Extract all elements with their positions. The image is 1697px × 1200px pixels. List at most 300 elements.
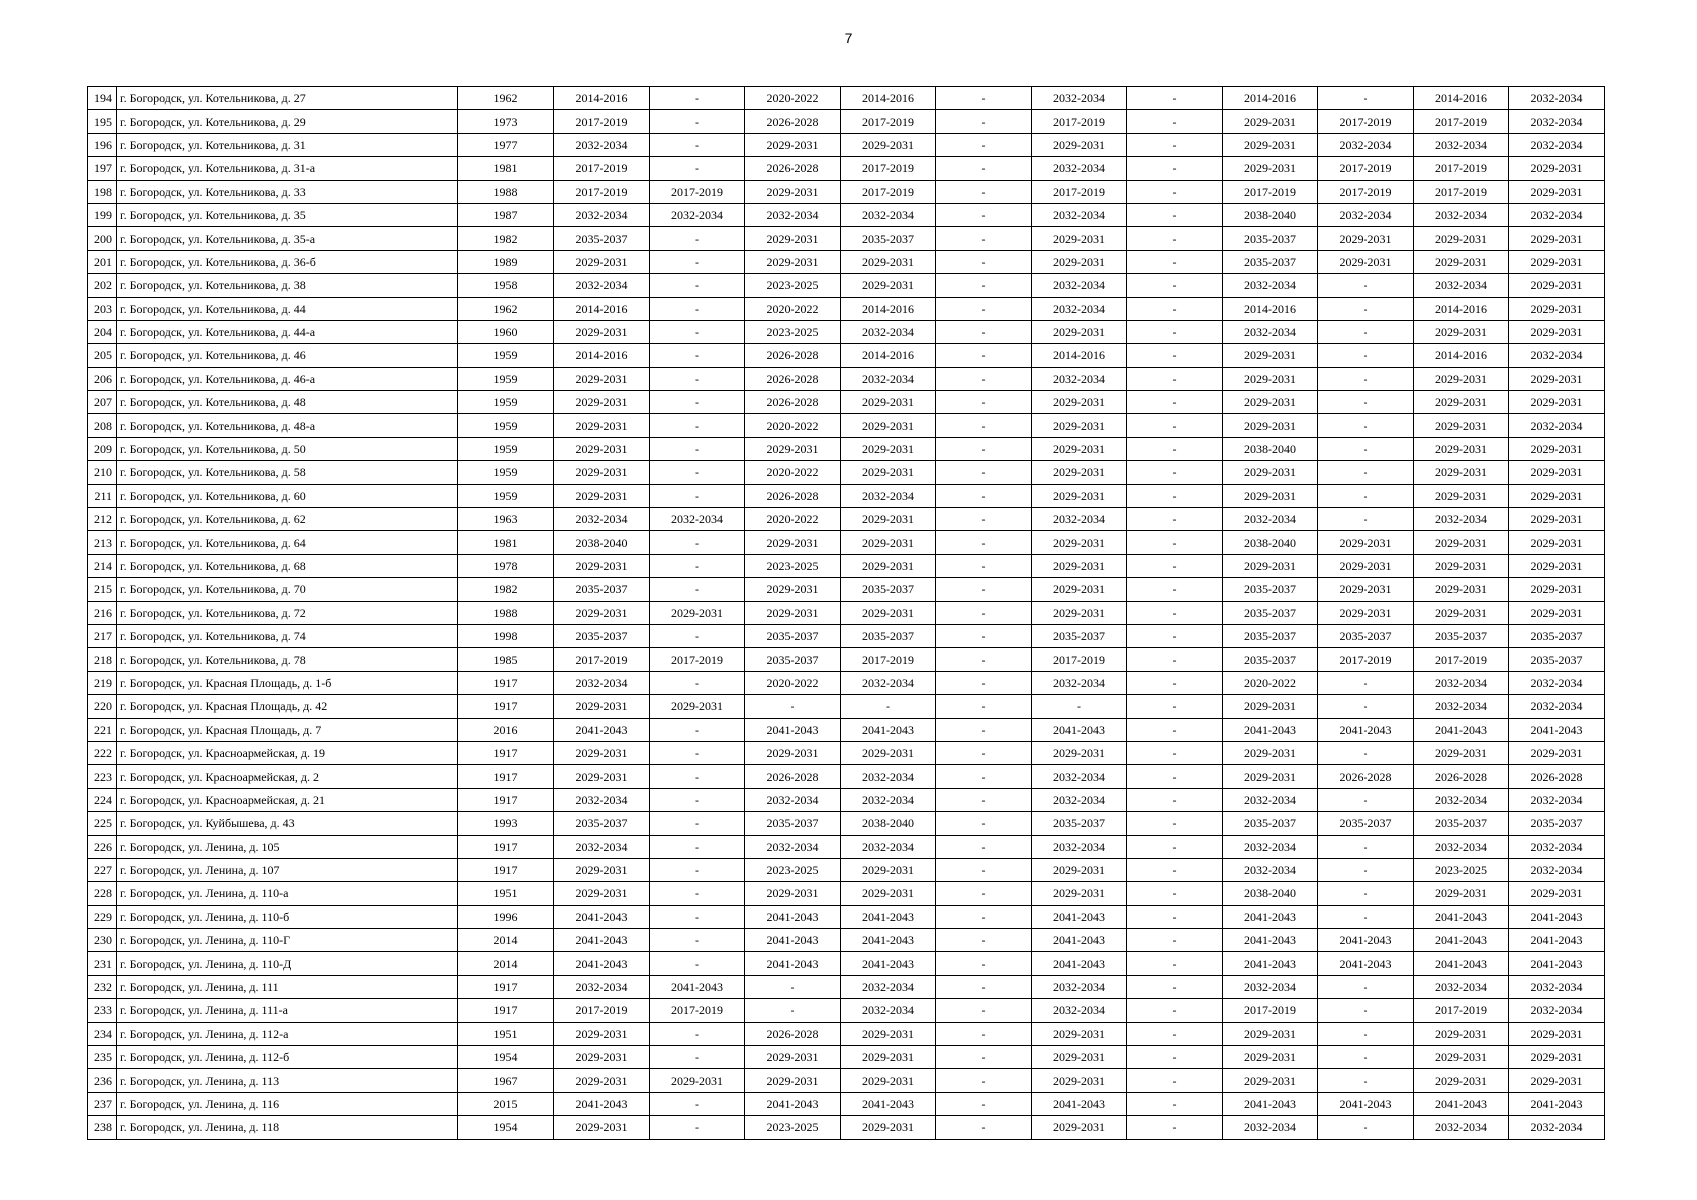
repair-period-cell: - [1127,765,1223,788]
repair-period-cell: 2014-2016 [1223,297,1318,320]
repair-period-cell: - [936,858,1032,881]
repair-period-cell: 2029-2031 [1509,297,1605,320]
repair-period-cell: 2032-2034 [1032,835,1127,858]
repair-period-cell: 2029-2031 [841,250,936,273]
year-built-cell: 2014 [458,929,554,952]
repair-period-cell: 2029-2031 [1223,110,1318,133]
repair-period-cell: 2029-2031 [1032,250,1127,273]
repair-period-cell: - [650,227,745,250]
repair-period-cell: - [1318,671,1414,694]
row-number-cell: 205 [88,344,117,367]
year-built-cell: 1989 [458,250,554,273]
repair-period-cell: - [936,1092,1032,1115]
row-number-cell: 234 [88,1022,117,1045]
repair-period-cell: 2032-2034 [1032,975,1127,998]
repair-period-cell: 2041-2043 [1414,952,1509,975]
repair-period-cell: 2026-2028 [745,484,841,507]
repair-period-cell: 2029-2031 [841,882,936,905]
repair-period-cell: 2023-2025 [745,320,841,343]
address-cell: г. Богородск, ул. Котельникова, д. 48 [117,391,458,414]
repair-period-cell: 2041-2043 [1414,905,1509,928]
repair-period-cell: 2029-2031 [1414,461,1509,484]
repair-period-cell: 2029-2031 [1318,227,1414,250]
repair-period-cell: - [1127,1022,1223,1045]
repair-period-cell: - [650,391,745,414]
repair-period-cell: - [650,414,745,437]
repair-period-cell: 2032-2034 [1509,695,1605,718]
repair-period-cell: 2029-2031 [554,1046,650,1069]
repair-period-cell: 2026-2028 [1318,765,1414,788]
address-cell: г. Богородск, ул. Ленина, д. 110-а [117,882,458,905]
repair-period-cell: 2032-2034 [1223,274,1318,297]
year-built-cell: 1917 [458,975,554,998]
repair-period-cell: 2032-2034 [554,203,650,226]
row-number-cell: 198 [88,180,117,203]
repair-period-cell: 2041-2043 [1223,952,1318,975]
repair-period-cell: - [936,578,1032,601]
table-row [88,835,1605,858]
repair-period-cell: 2017-2019 [1318,157,1414,180]
repair-period-cell: - [1127,484,1223,507]
repair-period-cell: 2029-2031 [1223,344,1318,367]
repair-period-cell: 2029-2031 [1509,320,1605,343]
repair-period-cell: - [936,1116,1032,1139]
repair-period-cell: - [650,858,745,881]
repair-period-cell: 2017-2019 [554,180,650,203]
repair-period-cell: 2038-2040 [1223,203,1318,226]
repair-period-cell: - [1318,391,1414,414]
repair-period-cell: - [936,157,1032,180]
repair-period-cell: - [1127,344,1223,367]
repair-period-cell: - [1318,461,1414,484]
address-cell: г. Богородск, ул. Котельникова, д. 27 [117,87,458,110]
repair-period-cell: 2041-2043 [1414,1092,1509,1115]
repair-period-cell: 2041-2043 [745,905,841,928]
repair-period-cell: - [650,741,745,764]
repair-period-cell: 2029-2031 [745,741,841,764]
repair-period-cell: 2014-2016 [554,297,650,320]
year-built-cell: 1917 [458,695,554,718]
repair-period-cell: - [1318,882,1414,905]
repair-period-cell: 2029-2031 [1509,391,1605,414]
repair-period-cell: 2014-2016 [554,344,650,367]
repair-period-cell: 2029-2031 [1414,554,1509,577]
repair-period-cell: 2017-2019 [1414,157,1509,180]
repair-period-cell: 2032-2034 [554,788,650,811]
repair-period-cell: 2032-2034 [841,999,936,1022]
address-cell: г. Богородск, ул. Котельникова, д. 64 [117,531,458,554]
year-built-cell: 1981 [458,157,554,180]
repair-period-cell: - [745,695,841,718]
repair-period-cell: 2038-2040 [554,531,650,554]
repair-period-cell: 2023-2025 [745,1116,841,1139]
repair-period-cell: 2029-2031 [1509,1069,1605,1092]
repair-period-cell: 2029-2031 [1223,765,1318,788]
table-row [88,718,1605,741]
row-number-cell: 219 [88,671,117,694]
table-row [88,508,1605,531]
address-cell: г. Богородск, ул. Ленина, д. 113 [117,1069,458,1092]
year-built-cell: 1959 [458,391,554,414]
repair-period-cell: 2029-2031 [1032,414,1127,437]
repair-period-cell: 2017-2019 [1223,180,1318,203]
row-number-cell: 236 [88,1069,117,1092]
repair-period-cell: 2032-2034 [1509,133,1605,156]
repair-period-cell: 2017-2019 [1318,648,1414,671]
repair-period-cell: - [1127,929,1223,952]
repair-period-cell: 2029-2031 [1032,882,1127,905]
repair-period-cell: 2029-2031 [1509,250,1605,273]
year-built-cell: 1959 [458,484,554,507]
address-cell: г. Богородск, ул. Котельникова, д. 29 [117,110,458,133]
repair-period-cell: - [650,461,745,484]
repair-period-cell: 2035-2037 [745,812,841,835]
repair-period-cell: 2032-2034 [1414,274,1509,297]
repair-period-cell: - [1127,250,1223,273]
year-built-cell: 1917 [458,741,554,764]
repair-period-cell: 2032-2034 [1032,87,1127,110]
repair-period-cell: - [1127,1069,1223,1092]
repair-period-cell: 2029-2031 [1032,320,1127,343]
repair-period-cell: 2029-2031 [745,601,841,624]
year-built-cell: 1917 [458,788,554,811]
table-row [88,227,1605,250]
repair-period-cell: 2029-2031 [745,531,841,554]
repair-period-cell: 2032-2034 [841,671,936,694]
repair-period-cell: 2029-2031 [554,1022,650,1045]
repair-period-cell: - [1127,671,1223,694]
table-row [88,788,1605,811]
repair-period-cell: - [1127,367,1223,390]
table-row [88,203,1605,226]
repair-period-cell: 2035-2037 [554,227,650,250]
repair-period-cell: - [650,718,745,741]
row-number-cell: 204 [88,320,117,343]
repair-period-cell: 2029-2031 [554,250,650,273]
repair-period-cell: 2029-2031 [1509,1046,1605,1069]
repair-period-cell: 2041-2043 [554,929,650,952]
address-cell: г. Богородск, ул. Котельникова, д. 60 [117,484,458,507]
repair-period-cell: - [1318,695,1414,718]
repair-period-cell: 2029-2031 [1509,484,1605,507]
repair-period-cell: 2032-2034 [554,975,650,998]
repair-period-cell: - [936,87,1032,110]
year-built-cell: 1917 [458,858,554,881]
repair-period-cell: 2032-2034 [1032,508,1127,531]
repair-period-cell: 2017-2019 [650,648,745,671]
repair-period-cell: 2029-2031 [1223,391,1318,414]
repair-period-cell: 2029-2031 [1032,1116,1127,1139]
repair-period-cell: - [936,344,1032,367]
repair-period-cell: - [650,554,745,577]
repair-period-cell: - [1318,414,1414,437]
repair-period-cell: 2029-2031 [841,1069,936,1092]
repair-period-cell: 2014-2016 [1414,297,1509,320]
repair-period-cell: 2032-2034 [1509,344,1605,367]
address-cell: г. Богородск, ул. Котельникова, д. 74 [117,624,458,647]
repair-period-cell: - [1127,110,1223,133]
repair-period-cell: 2032-2034 [745,835,841,858]
year-built-cell: 1962 [458,87,554,110]
repair-period-cell: - [936,297,1032,320]
row-number-cell: 211 [88,484,117,507]
repair-period-cell: 2014-2016 [841,297,936,320]
repair-period-cell: 2032-2034 [1032,367,1127,390]
repair-period-cell: 2029-2031 [1032,437,1127,460]
repair-period-cell: 2029-2031 [841,274,936,297]
repair-period-cell: 2032-2034 [554,508,650,531]
table-row [88,858,1605,881]
repair-period-cell: 2029-2031 [1223,157,1318,180]
repair-period-cell: 2035-2037 [1509,624,1605,647]
year-built-cell: 1988 [458,180,554,203]
repair-period-cell: - [936,1069,1032,1092]
repair-period-cell: - [1127,882,1223,905]
address-cell: г. Богородск, ул. Ленина, д. 110-Г [117,929,458,952]
repair-period-cell: 2032-2034 [841,835,936,858]
repair-period-cell: - [936,320,1032,343]
repair-period-cell: 2029-2031 [1509,601,1605,624]
repair-period-cell: 2029-2031 [1509,531,1605,554]
table-row [88,531,1605,554]
repair-period-cell: - [1127,1046,1223,1069]
table-row [88,765,1605,788]
repair-period-cell: 2041-2043 [1032,1092,1127,1115]
address-cell: г. Богородск, ул. Красная Площадь, д. 42 [117,695,458,718]
repair-period-cell: 2032-2034 [1223,858,1318,881]
repair-period-cell: 2029-2031 [745,578,841,601]
row-number-cell: 221 [88,718,117,741]
repair-period-cell: 2029-2031 [1318,531,1414,554]
table-row [88,133,1605,156]
repair-period-cell: - [1318,87,1414,110]
year-built-cell: 1985 [458,648,554,671]
repair-period-cell: - [650,157,745,180]
address-cell: г. Богородск, ул. Котельникова, д. 72 [117,601,458,624]
repair-period-cell: 2032-2034 [1414,508,1509,531]
repair-period-cell: 2017-2019 [1318,110,1414,133]
repair-period-cell: - [650,929,745,952]
repair-period-cell: - [1127,718,1223,741]
repair-period-cell: 2029-2031 [1509,578,1605,601]
repair-period-cell: - [1127,203,1223,226]
repair-period-cell: - [936,1046,1032,1069]
repair-period-cell: 2020-2022 [745,671,841,694]
repair-period-cell: - [936,391,1032,414]
repair-period-cell: - [650,1092,745,1115]
repair-period-cell: - [1318,320,1414,343]
address-cell: г. Богородск, ул. Котельникова, д. 78 [117,648,458,671]
year-built-cell: 1917 [458,671,554,694]
repair-period-cell: - [936,812,1032,835]
repair-period-cell: 2029-2031 [554,484,650,507]
repair-period-cell: 2029-2031 [1414,484,1509,507]
repair-period-cell: 2029-2031 [841,531,936,554]
repair-period-cell: 2032-2034 [1414,835,1509,858]
address-cell: г. Богородск, ул. Котельникова, д. 46-а [117,367,458,390]
repair-period-cell: 2041-2043 [1414,929,1509,952]
repair-period-cell: - [936,414,1032,437]
repair-period-cell: 2029-2031 [1509,157,1605,180]
repair-period-cell: - [936,250,1032,273]
repair-period-cell: 2029-2031 [841,461,936,484]
repair-period-cell: - [1127,437,1223,460]
row-number-cell: 220 [88,695,117,718]
year-built-cell: 1988 [458,601,554,624]
row-number-cell: 199 [88,203,117,226]
repair-period-cell: 2020-2022 [745,87,841,110]
address-cell: г. Богородск, ул. Ленина, д. 112-б [117,1046,458,1069]
repair-period-cell: 2041-2043 [841,905,936,928]
repair-period-cell: 2032-2034 [1032,788,1127,811]
repair-period-cell: 2029-2031 [841,1116,936,1139]
repair-period-cell: 2029-2031 [1032,858,1127,881]
repair-period-cell: 2017-2019 [841,648,936,671]
capital-repair-schedule-table [87,86,1605,1140]
repair-period-cell: - [936,882,1032,905]
repair-period-cell: 2041-2043 [554,718,650,741]
repair-period-cell: 2017-2019 [1032,110,1127,133]
repair-period-cell: 2038-2040 [1223,437,1318,460]
repair-period-cell: - [650,952,745,975]
address-cell: г. Богородск, ул. Красная Площадь, д. 7 [117,718,458,741]
repair-period-cell: - [936,695,1032,718]
table-row [88,929,1605,952]
repair-period-cell: - [936,531,1032,554]
row-number-cell: 233 [88,999,117,1022]
repair-period-cell: 2029-2031 [1509,227,1605,250]
table-row [88,695,1605,718]
repair-period-cell: - [936,718,1032,741]
repair-period-cell: 2029-2031 [1032,461,1127,484]
row-number-cell: 238 [88,1116,117,1139]
repair-period-cell: 2041-2043 [1318,952,1414,975]
repair-period-cell: 2029-2031 [1414,601,1509,624]
repair-period-cell: 2032-2034 [1223,508,1318,531]
address-cell: г. Богородск, ул. Ленина, д. 111 [117,975,458,998]
table-row [88,1069,1605,1092]
address-cell: г. Богородск, ул. Куйбышева, д. 43 [117,812,458,835]
repair-period-cell: 2029-2031 [1223,367,1318,390]
repair-period-cell: 2026-2028 [745,344,841,367]
year-built-cell: 2015 [458,1092,554,1115]
year-built-cell: 1954 [458,1046,554,1069]
repair-period-cell: 2032-2034 [841,320,936,343]
repair-period-cell: - [936,203,1032,226]
repair-period-cell: 2029-2031 [650,601,745,624]
repair-period-cell: 2029-2031 [1032,484,1127,507]
repair-period-cell: 2032-2034 [1032,274,1127,297]
row-number-cell: 203 [88,297,117,320]
year-built-cell: 1967 [458,1069,554,1092]
repair-period-cell: 2029-2031 [554,858,650,881]
address-cell: г. Богородск, ул. Котельникова, д. 36-б [117,250,458,273]
repair-period-cell: 2041-2043 [745,718,841,741]
repair-period-cell: - [1127,741,1223,764]
repair-period-cell: 2032-2034 [554,274,650,297]
repair-period-cell: 2026-2028 [745,391,841,414]
repair-period-cell: - [1318,975,1414,998]
repair-period-cell: 2032-2034 [554,133,650,156]
year-built-cell: 1959 [458,414,554,437]
repair-period-cell: 2032-2034 [1509,414,1605,437]
repair-period-cell: 2029-2031 [554,320,650,343]
table-row [88,297,1605,320]
row-number-cell: 196 [88,133,117,156]
repair-period-cell: 2041-2043 [745,952,841,975]
repair-period-cell: 2017-2019 [650,180,745,203]
repair-period-cell: 2017-2019 [554,110,650,133]
repair-period-cell: - [650,344,745,367]
repair-period-cell: 2032-2034 [841,788,936,811]
repair-period-cell: 2029-2031 [1509,180,1605,203]
repair-period-cell: 2032-2034 [1032,297,1127,320]
repair-period-cell: 2035-2037 [745,624,841,647]
row-number-cell: 207 [88,391,117,414]
table-row [88,274,1605,297]
repair-period-cell: - [650,788,745,811]
repair-period-cell: 2029-2031 [1509,367,1605,390]
repair-period-cell: 2014-2016 [554,87,650,110]
repair-period-cell: 2029-2031 [841,133,936,156]
address-cell: г. Богородск, ул. Котельникова, д. 62 [117,508,458,531]
table-row [88,975,1605,998]
repair-period-cell: 2029-2031 [1414,741,1509,764]
repair-period-cell: - [936,133,1032,156]
repair-period-cell: - [650,1116,745,1139]
repair-period-cell: 2041-2043 [554,905,650,928]
repair-period-cell: 2041-2043 [1509,929,1605,952]
repair-period-cell: 2029-2031 [554,414,650,437]
repair-period-cell: 2032-2034 [1509,87,1605,110]
table-row [88,812,1605,835]
repair-period-cell: 2029-2031 [554,741,650,764]
repair-period-cell: - [936,999,1032,1022]
address-cell: г. Богородск, ул. Красноармейская, д. 19 [117,741,458,764]
repair-period-cell: - [650,250,745,273]
repair-period-cell: 2017-2019 [1414,180,1509,203]
address-cell: г. Богородск, ул. Красноармейская, д. 2 [117,765,458,788]
table-row [88,461,1605,484]
repair-period-cell: 2029-2031 [841,391,936,414]
repair-period-cell: 2041-2043 [1223,1092,1318,1115]
repair-period-cell: - [936,835,1032,858]
repair-period-cell: - [1127,554,1223,577]
repair-period-cell: 2032-2034 [1509,858,1605,881]
repair-period-cell: 2041-2043 [1509,905,1605,928]
row-number-cell: 206 [88,367,117,390]
repair-period-cell: 2029-2031 [1414,227,1509,250]
repair-period-cell: 2017-2019 [1414,999,1509,1022]
repair-period-cell: 2032-2034 [1032,671,1127,694]
table-row [88,952,1605,975]
row-number-cell: 210 [88,461,117,484]
repair-period-cell: 2017-2019 [1318,180,1414,203]
repair-period-cell: - [1127,1116,1223,1139]
repair-period-cell: 2032-2034 [1032,765,1127,788]
repair-period-cell: 2029-2031 [1414,531,1509,554]
year-built-cell: 1982 [458,227,554,250]
repair-period-cell: - [936,671,1032,694]
repair-period-cell: - [650,835,745,858]
repair-period-cell: 2029-2031 [841,741,936,764]
repair-period-cell: - [650,320,745,343]
repair-period-cell: - [650,1046,745,1069]
repair-period-cell: - [1318,835,1414,858]
repair-period-cell: - [1318,344,1414,367]
repair-period-cell: 2041-2043 [1032,718,1127,741]
repair-period-cell: 2035-2037 [554,578,650,601]
